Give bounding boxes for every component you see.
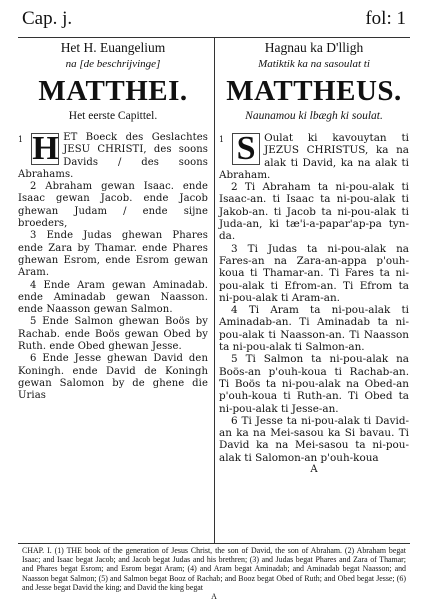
drop-cap: S xyxy=(232,133,260,165)
drop-cap: H xyxy=(32,130,59,167)
formosan-column xyxy=(219,40,409,476)
footnote-text: CHAP. I. (1) THE book of the generation of Jesus Christ, the son of David, the son of Abraham. (2) Abraham begat Isaac; and Isaac begat Jacob; and Jacob begat Judas and his brethren; (3) and Judas begat Phares and Zara of Thamar; and Phares begat Esrom; and Esrom begat Aram; (4) and Aram begat Aminadab; and Aminadab begat Naasson; and Naasson begat Salmon; (5) and Salmon begat Booz of Rachab; and Booz begat Obed of Ruth; and Obed begat Jesse; (6) and Jesse begat David the king; and David the king begat xyxy=(22,546,406,592)
verse-text: 3 Ti Judas ta ni-pou-alak na Fares-an na Zara-an-appa p'ouh-koua ti Thamar-an. Ti Fares ta ni-pou-alak ti Efrom-an. Ti Efrom ta ni-pou-alak ti Aram-an. xyxy=(219,242,409,304)
folio-number: fol: 1 xyxy=(365,8,406,29)
chapter-ref: Cap. j. xyxy=(22,8,73,29)
english-footnote xyxy=(22,546,406,601)
dutch-title: Het H. Euangelium xyxy=(60,40,166,55)
verse-text: 6 Ende Jesse ghewan David den Koningh. ende David de Koningh gewan Salomon by de ghene die Urias xyxy=(18,353,208,402)
verse-text: 4 Ti Aram ta ni-pou-alak ti Aminadab-an. Ti Aminadab ta ni-pou-alak ti Naasson-an. Ti Naasson ta ni-pou-alak ti Salmon-an. xyxy=(219,304,409,354)
dutch-text xyxy=(18,132,208,403)
verse-text: 5 Ende Salmon ghewan Boös by Rachab. ende Boös gewan Obed by Ruth. ende Obed ghewan Jesse. xyxy=(18,316,208,353)
verse-text: 2 Abraham gewan Isaac. ende Isaac gewan Jacob. ende Jacob ghewan Judam / ende sijne broeders, xyxy=(18,181,208,230)
catchword: A xyxy=(310,464,318,476)
verse-text: Oulat ki kavouytan ti JEZUS CHRISTUS, ka na alak ti David, ka na alak ti Abraham. xyxy=(219,132,409,181)
dutch-chapter-heading: Het eerste Capittel. xyxy=(68,110,158,122)
dutch-subtitle: na [de beschrijvinge] xyxy=(65,58,161,70)
verse-text: 2 Ti Abraham ta ni-pou-alak ti Isaac-an. ti Isaac ta ni-pou-alak ti Jakob-an. ti Jacob ta ni-pou-alak ti Juda-an, ki tæ'i-a-papar'ap-pa tyn-da. xyxy=(219,181,409,243)
verse-text: 6 Ti Jesse ta ni-pou-alak ti David-an ka na Mei-sasou ka Si bavau. Ti David ka na Mei-sasou ta ni-pou-alak ti Salomon-an p'ouh-koua xyxy=(219,414,409,464)
book-page xyxy=(18,8,410,601)
dutch-column xyxy=(18,40,208,403)
verse-text: ET Boeck des Geslachtes JESU CHRISTI, des soons Davids / des soons Abrahams. xyxy=(18,132,208,180)
signature-mark: A xyxy=(211,592,217,601)
formosan-title: Hagnau ka D'lligh xyxy=(264,40,364,55)
formosan-book-name: MATTHEUS. xyxy=(226,75,402,107)
verse-text: 3 Ende Judas ghewan Phares ende Zara by Thamar. ende Phares ghewan Esrom, ende Esrom gewan Aram. xyxy=(18,230,208,279)
verse-number: 1 xyxy=(219,135,225,144)
verse-text: 4 Ende Aram gewan Aminadab. ende Aminadab gewan Naasson. ende Naasson gewan Salmon. xyxy=(18,279,208,316)
verse-number: 1 xyxy=(18,135,24,144)
column-divider xyxy=(214,37,215,543)
formosan-text xyxy=(219,132,409,476)
running-header xyxy=(18,8,410,32)
formosan-chapter-heading: Naunamou ki lbægh ki soulat. xyxy=(245,110,383,122)
dutch-book-name: MATTHEI. xyxy=(38,75,188,107)
verse-text: 5 Ti Salmon ta ni-pou-alak na Boös-an p'ouh-koua ti Rachab-an. Ti Boös ta ni-pou-alak na Obed-an p'ouh-koua ti Ruth-an. Ti Obed ta ni-pou-alak ti Jesse-an. xyxy=(219,353,409,415)
footnote-rule xyxy=(18,543,410,544)
formosan-subtitle: Matiktik ka na sasoulat ti xyxy=(258,58,370,70)
